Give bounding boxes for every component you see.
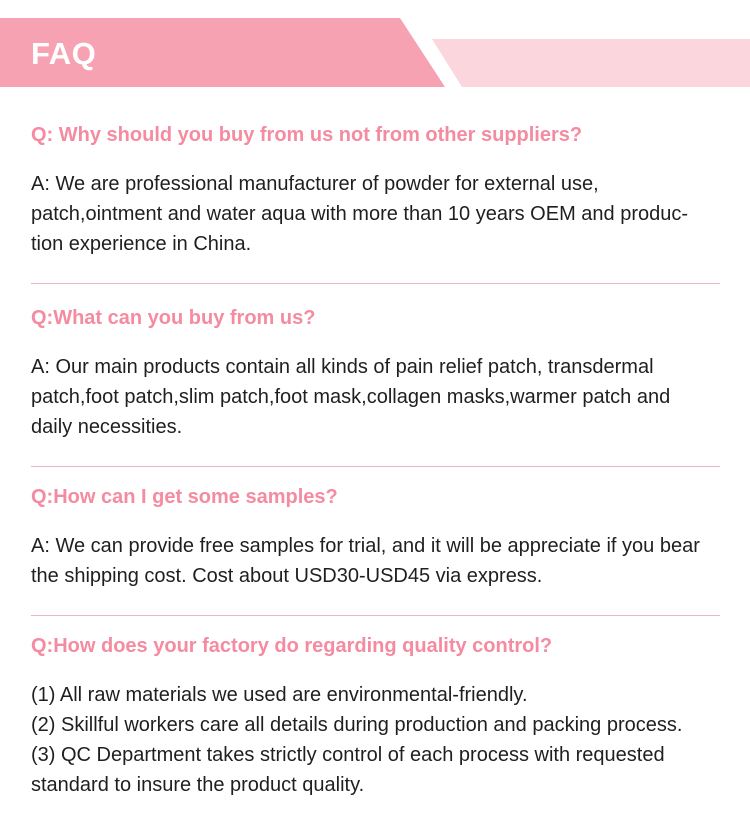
answer-line: standard to insure the product quality.	[31, 774, 365, 796]
answer-line: A: We can provide free samples for trial, and it will be appreciate if you bear	[31, 535, 700, 557]
faq-question: Q: Why should you buy from us not from other suppliers?	[31, 124, 583, 146]
answer-line: daily necessities.	[31, 416, 183, 438]
answer-line: patch,foot patch,slim patch,foot mask,collagen masks,warmer patch and	[31, 386, 671, 408]
answer-line: A: Our main products contain all kinds of pain relief patch, transdermal	[31, 356, 654, 378]
faq-question: Q:How does your factory do regarding quality control?	[31, 635, 553, 657]
faq-answer	[31, 531, 721, 591]
faq-answer	[31, 169, 721, 259]
faq-divider	[31, 283, 720, 284]
faq-banner	[0, 0, 750, 90]
faq-item-samples	[31, 483, 721, 591]
faq-item-suppliers	[31, 121, 721, 259]
answer-line: A: We are professional manufacturer of powder for external use,	[31, 173, 599, 195]
page-title: FAQ	[31, 36, 97, 71]
answer-line: (2) Skillful workers care all details during production and packing process.	[31, 714, 683, 736]
answer-line: tion experience in China.	[31, 233, 252, 255]
faq-answer	[31, 352, 721, 442]
faq-answer	[31, 680, 721, 800]
faq-item-products	[31, 304, 721, 442]
banner-accent-stripe	[432, 39, 750, 87]
answer-line: the shipping cost. Cost about USD30-USD45 via express.	[31, 565, 543, 587]
answer-line: patch,ointment and water aqua with more than 10 years OEM and produc-	[31, 203, 689, 225]
faq-divider	[31, 466, 720, 467]
faq-item-quality-control	[31, 632, 721, 800]
faq-question: Q:How can I get some samples?	[31, 486, 338, 508]
answer-line: (3) QC Department takes strictly control of each process with requested	[31, 744, 665, 766]
answer-line: (1) All raw materials we used are environmental-friendly.	[31, 684, 528, 706]
faq-divider	[31, 615, 720, 616]
faq-question: Q:What can you buy from us?	[31, 307, 316, 329]
